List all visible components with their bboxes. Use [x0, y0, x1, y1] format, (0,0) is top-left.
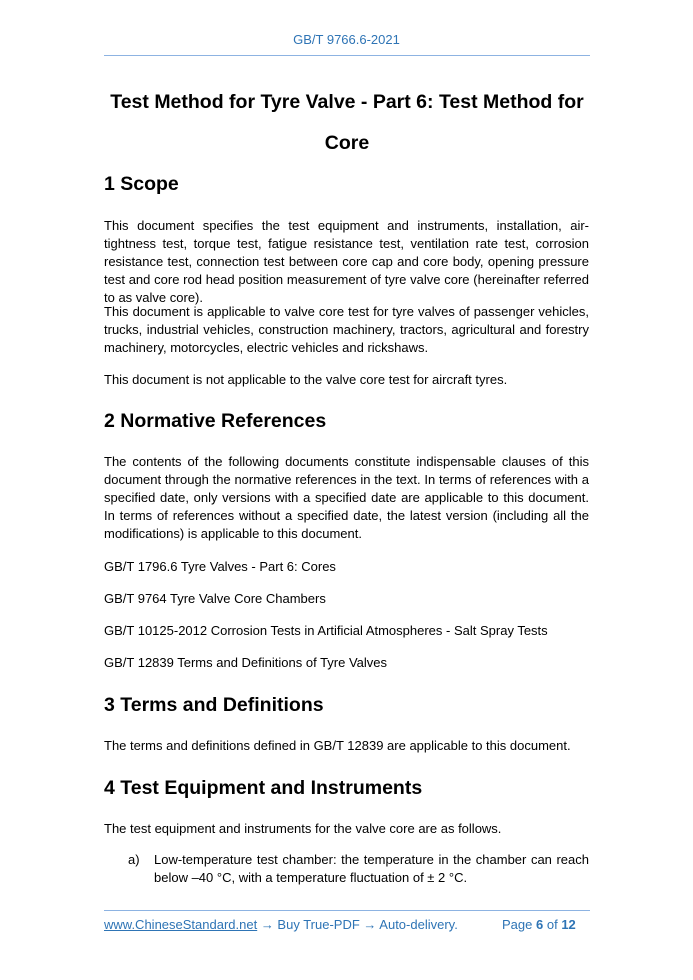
section-heading-normative-references: 2 Normative References [104, 410, 327, 432]
scope-paragraph-2: This document is applicable to valve core test for tyre valves of passenger vehicles, trucks, industrial vehicles, construction machinery, tractors, agricultural and forestry machinery, motorcycles, electric vehicles and rickshaws. [104, 304, 589, 355]
document-title-line-1: Test Method for Tyre Valve - Part 6: Test Method for [110, 91, 584, 113]
page-indicator [502, 917, 576, 932]
page-of-label: of [546, 917, 558, 932]
section-heading-scope: 1 Scope [104, 173, 179, 195]
page-label: Page [502, 917, 533, 932]
footer-divider [104, 910, 590, 911]
current-page-number: 6 [536, 917, 544, 932]
header-divider [104, 55, 590, 56]
normative-reference-item: GB/T 1796.6 Tyre Valves - Part 6: Cores [104, 559, 336, 574]
footer-promo-text: → Buy True-PDF → Auto-delivery. [257, 917, 458, 932]
terms-paragraph: The terms and definitions defined in GB/T 12839 are applicable to this document. [104, 738, 571, 753]
list-item-marker: a) [128, 852, 140, 867]
total-pages-number: 12 [561, 917, 576, 932]
footer-promo [104, 917, 458, 932]
equipment-intro-paragraph: The test equipment and instruments for the valve core are as follows. [104, 821, 502, 836]
document-title-line-2: Core [324, 132, 370, 154]
scope-paragraph-3: This document is not applicable to the valve core test for aircraft tyres. [104, 372, 508, 387]
section-heading-test-equipment: 4 Test Equipment and Instruments [104, 777, 423, 799]
site-link[interactable]: www.ChineseStandard.net [104, 917, 258, 932]
normative-intro-paragraph: The contents of the following documents constitute indispensable clauses of this document through the normative references in the text. In terms of references with a specified date, only versions with a specified date are applicable to this document. In terms of references without a specified date, the latest version (including all the modifications) is applicable to this document. [104, 454, 589, 541]
standard-code-header: GB/T 9766.6-2021 [293, 32, 400, 47]
list-item-text: Low-temperature test chamber: the temperature in the chamber can reach below –40 °C, with a temperature fluctuation of ± 2 °C. [154, 852, 589, 885]
document-title [104, 82, 590, 164]
scope-paragraph-1: This document specifies the test equipment and instruments, installation, air-tightness test, torque test, fatigue resistance test, ventilation rate test, corrosion resistance test, connection test between core cap and core body, opening pressure test and core rod head position measurement of tyre valve core (hereinafter referred to as valve core). [104, 218, 589, 305]
section-heading-terms-definitions: 3 Terms and Definitions [104, 694, 324, 716]
normative-reference-item: GB/T 10125-2012 Corrosion Tests in Artificial Atmospheres - Salt Spray Tests [104, 623, 548, 638]
normative-reference-item: GB/T 12839 Terms and Definitions of Tyre Valves [104, 655, 388, 670]
normative-reference-item: GB/T 9764 Tyre Valve Core Chambers [104, 591, 326, 606]
